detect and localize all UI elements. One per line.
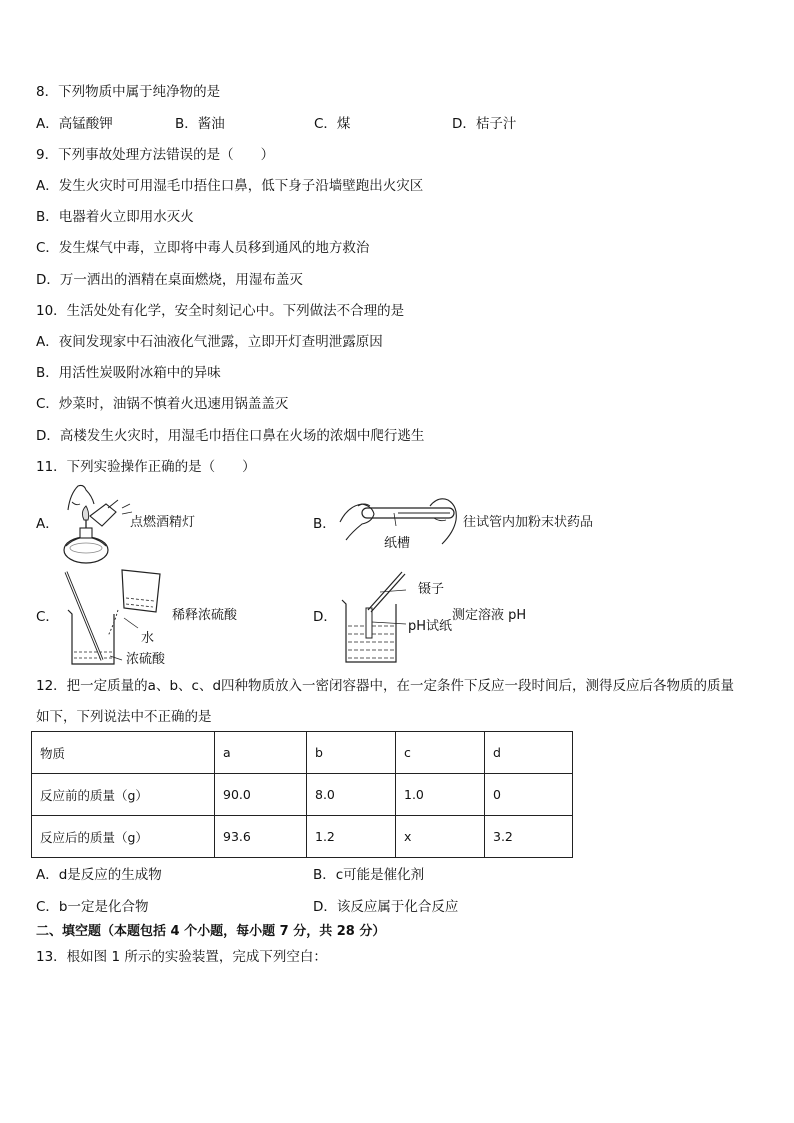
table-cell: 物质 (32, 732, 215, 774)
q11-option-d-tweezers-label: 镊子 (418, 582, 445, 597)
question-11-stem: 11．下列实验操作正确的是（ ） (36, 459, 256, 475)
question-8-stem: 8．下列物质中属于纯净物的是 (36, 84, 221, 100)
question-13-stem: 13．根如图 1 所示的实验装置，完成下列空白： (36, 949, 327, 965)
ph-test-figure (340, 570, 410, 666)
question-9-stem: 9．下列事故处理方法错误的是（ ） (36, 147, 275, 163)
table-cell: d (485, 732, 573, 774)
table-cell: 3.2 (485, 816, 573, 858)
q9-option-b: B．电器着火立即用水灭火 (36, 209, 194, 225)
q11-option-c-acid-label: 浓硫酸 (126, 652, 166, 667)
table-row (32, 816, 573, 858)
q10-option-d: D．高楼发生火灾时，用湿毛巾捂住口鼻在火场的浓烟中爬行逃生 (36, 428, 425, 444)
question-10-stem: 10．生活处处有化学，安全时刻记心中。下列做法不合理的是 (36, 303, 405, 319)
q8-option-d: D．桔子汁 (452, 116, 517, 132)
table-cell: 93.6 (215, 816, 307, 858)
table-cell: x (396, 816, 485, 858)
q12-option-d: D．该反应属于化合反应 (313, 899, 459, 915)
q8-option-b: B．酱油 (175, 116, 225, 132)
section-2-heading: 二、填空题（本题包括 4 个小题，每小题 7 分，共 28 分） (36, 924, 386, 939)
q10-option-c: C．炒菜时，油锅不慎着火迅速用锅盖盖灭 (36, 396, 289, 412)
q11-option-b-trough-label: 纸槽 (384, 536, 411, 551)
q11-option-d-letter: D． (313, 609, 337, 625)
table-cell: 1.2 (307, 816, 396, 858)
table-row (32, 774, 573, 816)
q8-option-a: A．高锰酸钾 (36, 116, 113, 132)
q10-option-a: A．夜间发现家中石油液化气泄露，立即开灯查明泄露原因 (36, 334, 383, 350)
q10-option-b: B．用活性炭吸附冰箱中的异味 (36, 365, 221, 381)
q9-option-a: A．发生火灾时可用湿毛巾捂住口鼻，低下身子沿墙壁跑出火灾区 (36, 178, 424, 194)
table-cell: 8.0 (307, 774, 396, 816)
q11-option-d-caption: 测定溶液 pH (452, 608, 527, 623)
q8-option-c: C．煤 (314, 116, 351, 132)
question-12-stem-line2: 如下，下列说法中不正确的是 (36, 709, 212, 725)
q12-option-b: B．c可能是催化剂 (313, 867, 425, 883)
table-cell: 0 (485, 774, 573, 816)
mass-data-table (31, 731, 573, 858)
q11-option-a-letter: A． (36, 516, 59, 532)
question-12-stem-line1: 12．把一定质量的a、b、c、d四种物质放入一密闭容器中，在一定条件下反应一段时间后，测得反应后各物质的质量 (36, 678, 735, 694)
table-header-row (32, 732, 573, 774)
table-cell: 反应前的质量（g） (32, 774, 215, 816)
table-cell: 1.0 (396, 774, 485, 816)
table-cell: b (307, 732, 396, 774)
q11-option-c-letter: C． (36, 609, 59, 625)
q11-option-c-water-label: 水 (141, 631, 155, 646)
q12-option-a: A．d是反应的生成物 (36, 867, 162, 883)
q9-option-d: D．万一洒出的酒精在桌面燃烧，用湿布盖灭 (36, 272, 303, 288)
table-cell: a (215, 732, 307, 774)
q11-option-a-caption: 点燃酒精灯 (130, 515, 196, 530)
table-cell: 90.0 (215, 774, 307, 816)
table-cell: c (396, 732, 485, 774)
table-cell: 反应后的质量（g） (32, 816, 215, 858)
q11-option-d-paper-label: pH试纸 (408, 619, 453, 634)
q12-option-c: C．b一定是化合物 (36, 899, 149, 915)
q11-option-b-caption: 往试管内加粉末状药品 (463, 515, 594, 530)
q11-option-b-letter: B． (313, 516, 336, 532)
q9-option-c: C．发生煤气中毒，立即将中毒人员移到通风的地方救治 (36, 240, 370, 256)
alcohol-lamp-figure (58, 482, 138, 568)
q11-option-c-caption: 稀释浓硫酸 (172, 608, 238, 623)
